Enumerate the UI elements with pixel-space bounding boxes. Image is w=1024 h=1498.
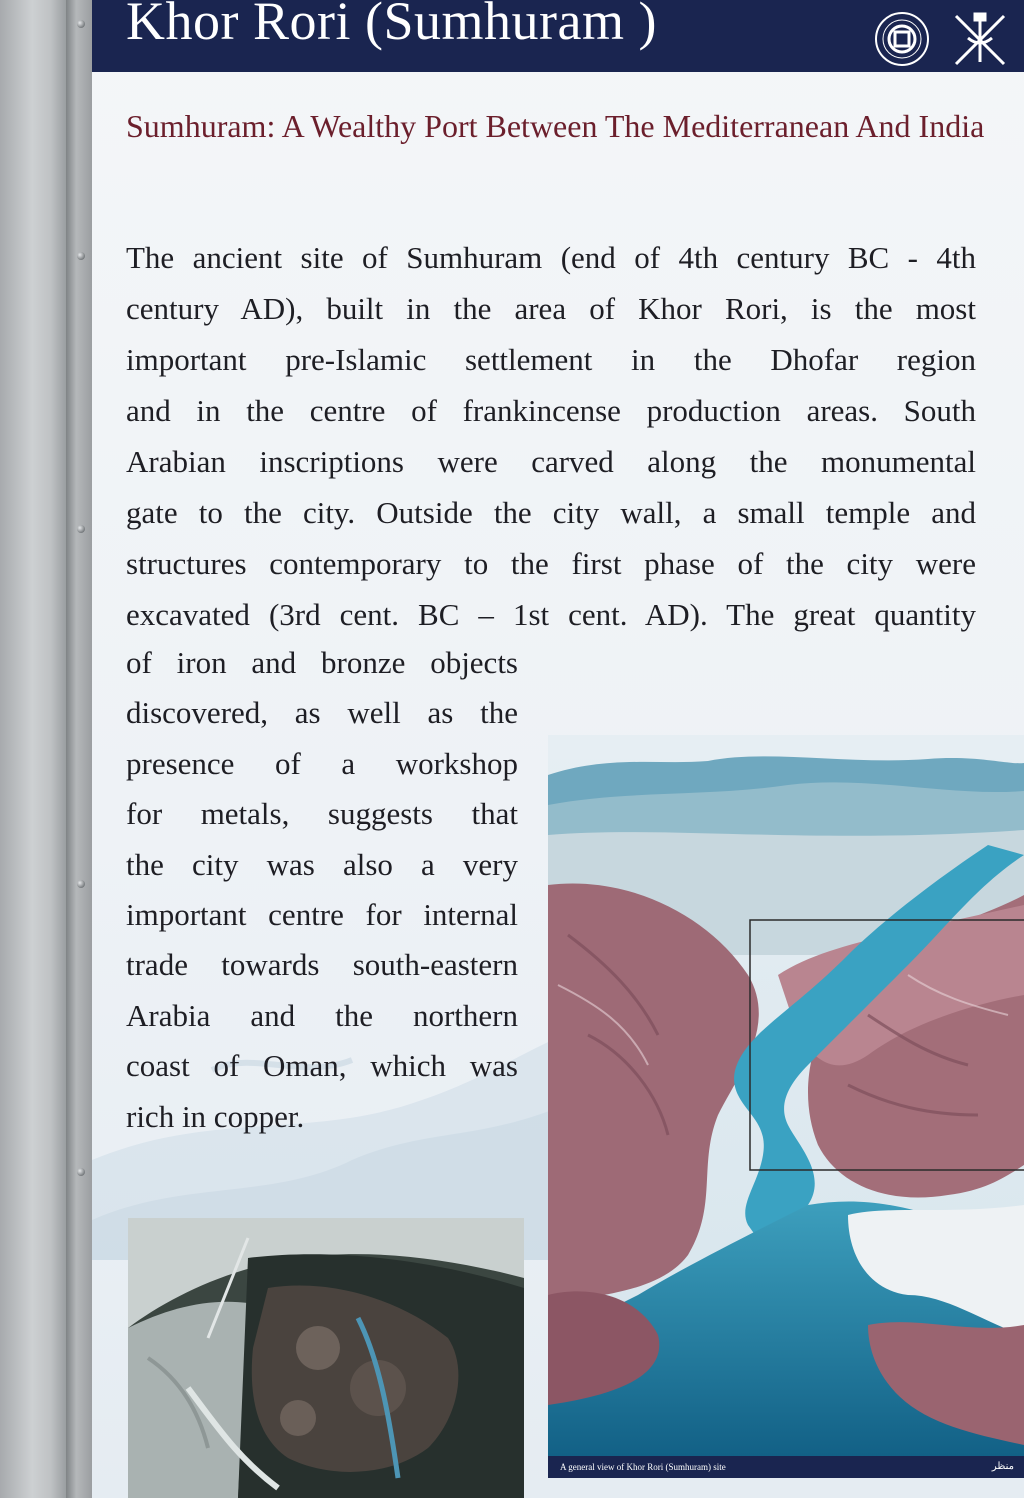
body-line: and in the centre of frankincense production areas. South (126, 393, 976, 428)
rivet (77, 252, 85, 260)
body-line: structures contemporary to the first phase of the city were (126, 546, 976, 581)
column-paragraph (126, 638, 518, 1142)
column-line: Arabia and the northern (126, 997, 518, 1033)
column-line: presence of a workshop (126, 745, 518, 781)
column-line: discovered, as well as the (126, 695, 518, 731)
information-sign (92, 0, 1024, 1498)
rivet (77, 20, 85, 28)
caption-text: A general view of Khor Rori (Sumhuram) site (560, 1462, 726, 1472)
column-line: important centre for internal (126, 897, 518, 933)
oman-national-emblem-icon (956, 14, 1004, 64)
world-heritage-emblem-icon (876, 13, 928, 65)
aerial-view-image (548, 735, 1024, 1475)
column-line: for metals, suggests that (126, 796, 518, 832)
rivet (77, 880, 85, 888)
body-line: important pre-Islamic settlement in the Dhofar region (126, 342, 976, 377)
body-line: Arabian inscriptions were carved along the monumental (126, 444, 976, 479)
rivet (77, 1168, 85, 1176)
body-line: The ancient site of Sumhuram (end of 4th century BC - 4th (126, 240, 976, 275)
sign-title: Khor Rori (Sumhuram ) (126, 0, 657, 51)
body-line: gate to the city. Outside the city wall, a small temple and (126, 495, 976, 530)
header-bar (92, 0, 1024, 72)
column-line: of iron and bronze objects (126, 645, 518, 680)
caption-arabic: منظر (991, 1461, 1014, 1472)
body-paragraph (126, 232, 976, 640)
emblems (864, 8, 1024, 68)
body-line: century AD), built in the area of Khor Rori, is the most (126, 291, 976, 326)
metal-frame (0, 0, 92, 1498)
sign-subtitle: Sumhuram: A Wealthy Port Between The Mediterranean And India (126, 108, 985, 144)
body-line: excavated (3rd cent. BC – 1st cent. AD). The great quantity (126, 597, 976, 632)
column-line: the city was also a very (126, 846, 518, 882)
column-line: rich in copper. (126, 1098, 305, 1134)
column-line: trade towards south-eastern (126, 947, 518, 983)
column-line: coast of Oman, which was (126, 1048, 518, 1084)
image-caption (548, 1456, 1024, 1478)
rivet (77, 525, 85, 533)
satellite-photo (128, 1218, 524, 1498)
frame-edge (66, 0, 92, 1498)
